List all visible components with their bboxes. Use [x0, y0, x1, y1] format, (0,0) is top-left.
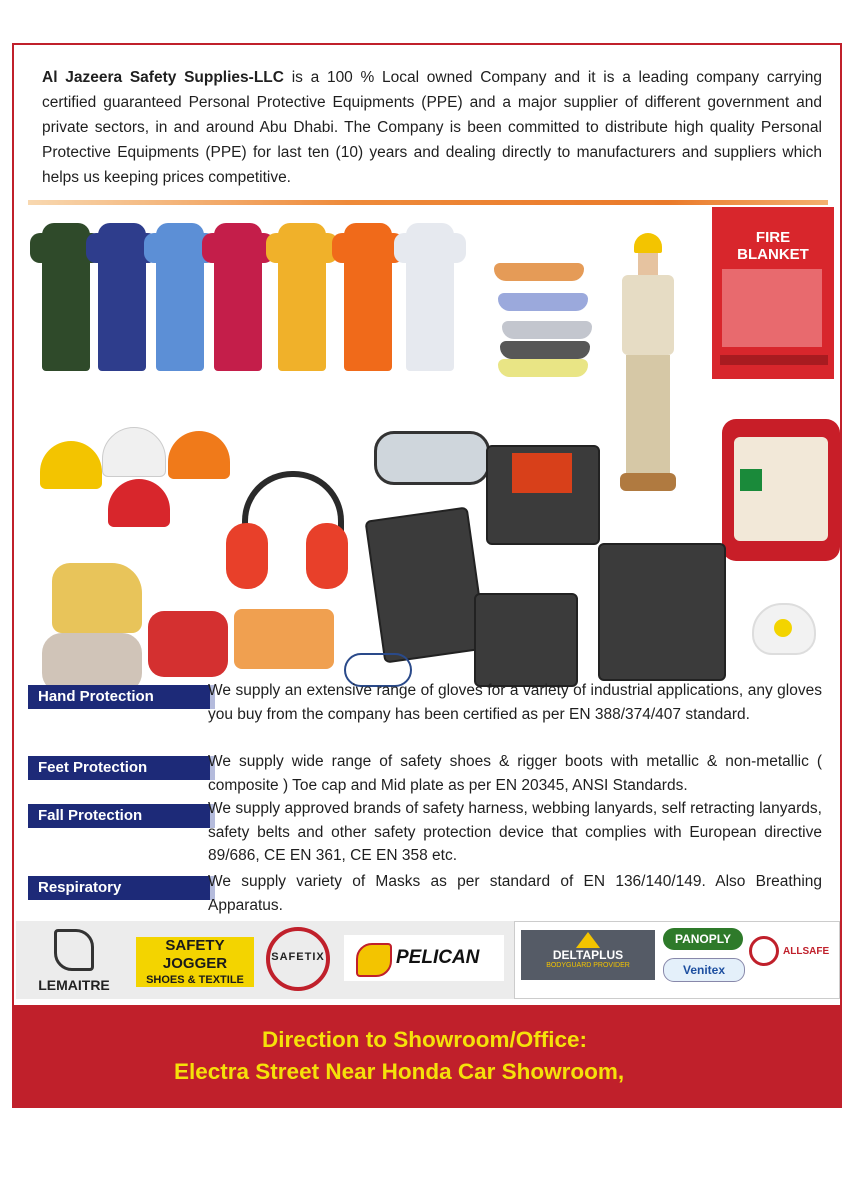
dust-mask — [752, 603, 816, 655]
tag-feet-protection: Feet Protection — [28, 756, 215, 780]
trolley-case — [364, 506, 487, 663]
footer-banner — [14, 1005, 840, 1106]
safetix-name: SAFETIX — [271, 951, 325, 963]
welding-gloves-red — [148, 611, 228, 677]
desc-hand-protection: We supply an extensive range of gloves for a variety of industrial applications, any gloves you buy from the company has been certified as per EN 388/374/407 standard. — [208, 682, 822, 723]
glasses-yellow — [498, 359, 588, 377]
small-case-blue-kit — [474, 593, 578, 687]
tag-respiratory: Respiratory — [28, 876, 215, 900]
product-collage — [22, 213, 834, 678]
desc-feet-protection: We supply wide range of safety shoes & rigger boots with metallic & non-metallic ( composite ) Toe cap and Mid plate as per EN 20345, ANSI Standards. — [208, 753, 822, 794]
dotted-gloves — [42, 633, 142, 693]
fire-blanket-title-1: FIRE — [755, 229, 791, 246]
fire-blanket-title-2: BLANKET — [737, 246, 809, 263]
deltaplus-triangle-icon — [576, 932, 600, 948]
coverall-blue — [156, 223, 204, 371]
intro-paragraph — [42, 65, 822, 190]
helmet-yellow — [40, 441, 102, 489]
deltaplus-name: DELTAPLUS — [552, 948, 624, 962]
lemaitre-figure-icon — [54, 929, 94, 971]
glasses-blue — [498, 293, 588, 311]
glasses-silver — [502, 321, 592, 339]
foam-earplugs — [234, 609, 334, 669]
pelican-bird-icon — [356, 943, 392, 977]
allsafe-logo — [749, 932, 837, 976]
glasses-dark — [500, 341, 590, 359]
footer-address: Electra Street Near Honda Car Showroom, — [174, 1059, 625, 1084]
lemaitre-name: LEMAITRE — [38, 977, 110, 993]
deltaplus-sub: BODYGUARD PROVIDER — [546, 962, 630, 969]
allsafe-name: ALLSAFE — [783, 946, 830, 957]
venitex-logo: Venitex — [663, 958, 745, 982]
fire-blanket-pull-strip — [720, 355, 828, 365]
helmet-red — [108, 479, 170, 527]
coverall-navy — [98, 223, 146, 371]
fire-blanket-instructions — [722, 269, 822, 347]
orange-divider — [28, 200, 828, 205]
intro-text: is a 100 % Local owned Company and it is a leading company carrying certified guaranteed Personal Protective Equipments (PPE) and a major supplier of different government and private sectors, in and around Abu Dhabi. The Company is been committed to distribute high quality Personal Protective Equipments (PPE) for last ten (10) years and dealing directly to manufacturers and suppliers which helps us keeping prices competitive. — [42, 69, 823, 186]
panoply-logo: PANOPLY — [663, 928, 743, 950]
footer-directions-heading: Direction to Showroom/Office: — [262, 1027, 588, 1052]
brand-logo-strip — [16, 921, 840, 999]
deltaplus-logo — [521, 930, 655, 980]
coverall-orange — [344, 223, 392, 371]
partner-brands-box — [514, 921, 840, 999]
coverall-green — [42, 223, 90, 371]
allsafe-badge-icon — [749, 936, 779, 966]
leather-gloves-yellow — [52, 563, 142, 633]
coverall-white — [406, 223, 454, 371]
instrument-case — [598, 543, 726, 681]
pelican-name: PELICAN — [396, 947, 480, 968]
desc-respiratory: We supply variety of Masks as per standard of EN 136/140/149. Also Breathing Apparatus. — [208, 873, 822, 914]
tag-hand-protection: Hand Protection — [28, 685, 215, 709]
coverall-yellow — [278, 223, 326, 371]
first-aid-kit — [722, 419, 840, 561]
lemaitre-logo — [22, 927, 126, 991]
safetix-logo — [266, 927, 330, 991]
safety-jogger-sub: SHOES & TEXTILE — [136, 973, 254, 987]
safety-goggles — [374, 431, 490, 485]
fire-blanket-pack — [712, 207, 834, 379]
page-frame — [12, 43, 842, 1108]
coverall-red — [214, 223, 262, 371]
safety-jogger-name: SAFETY JOGGER — [162, 937, 228, 972]
tag-fall-protection: Fall Protection — [28, 804, 215, 828]
company-name: Al Jazeera Safety Supplies-LLC — [42, 69, 284, 86]
helmet-white — [102, 427, 166, 477]
helmet-orange — [168, 431, 230, 479]
safety-jogger-logo — [136, 937, 254, 986]
pelican-logo — [344, 935, 504, 981]
fall-harness-worker — [598, 233, 698, 513]
laptop-screen — [512, 453, 572, 493]
glasses-orange — [494, 263, 584, 281]
desc-fall-protection: We supply approved brands of safety harness, webbing lanyards, self retracting lanyards, safety belts and other safety protection device that complies with European directive 89/686, CE EN 361, CE EN 358 etc. — [208, 800, 822, 864]
earmuffs — [222, 463, 352, 593]
